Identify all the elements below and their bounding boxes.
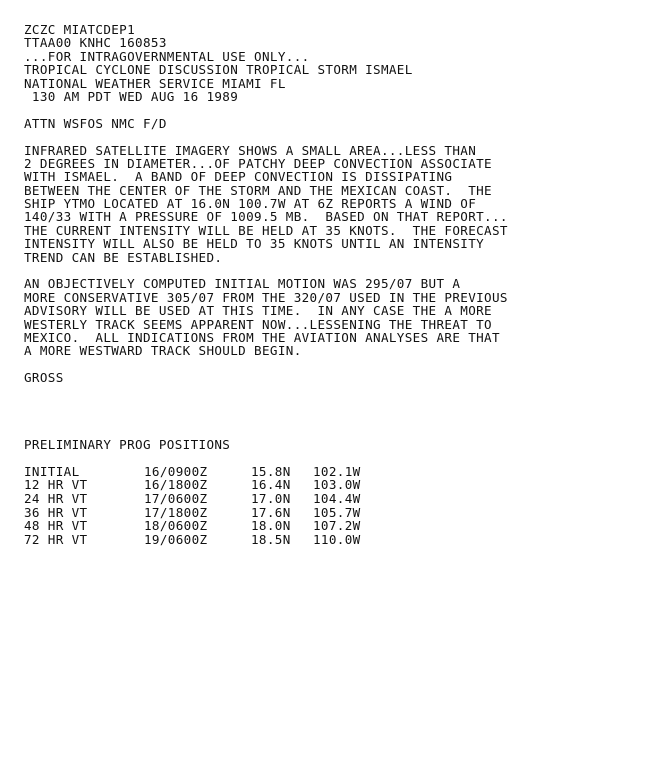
forecast-latitude: 18.0N xyxy=(251,518,291,534)
header-line: TROPICAL CYCLONE DISCUSSION TROPICAL STORM ISMAEL xyxy=(24,62,413,78)
text-line: SHIP YTMO LOCATED AT 16.0N 100.7W AT 6Z REPORTS A WIND OF xyxy=(24,196,477,212)
text-line: AN OBJECTIVELY COMPUTED INITIAL MOTION WAS 295/07 BUT A xyxy=(24,276,461,292)
spacer xyxy=(24,425,654,438)
forecast-latitude: 15.8N xyxy=(251,463,291,479)
header-line: ...FOR INTRAGOVERNMENTAL USE ONLY... xyxy=(24,48,310,64)
paragraph-motion xyxy=(24,277,654,357)
forecast-time: 19/0600Z xyxy=(144,532,208,548)
forecast-label: 24 HR VT xyxy=(24,491,88,507)
text-line: A MORE WESTWARD TRACK SHOULD BEGIN. xyxy=(24,343,302,359)
text-line: INFRARED SATELLITE IMAGERY SHOWS A SMALL AREA...LESS THAN xyxy=(24,142,477,158)
forecast-longitude: 107.2W xyxy=(313,518,361,534)
table-row xyxy=(24,506,393,520)
forecast-longitude: 110.0W xyxy=(313,532,361,548)
forecast-latitude: 16.4N xyxy=(251,477,291,493)
header-line: NATIONAL WEATHER SERVICE MIAMI FL xyxy=(24,75,286,91)
text-line: ADVISORY WILL BE USED AT THIS TIME. IN ANY CASE THE A MORE xyxy=(24,303,492,319)
forecast-label: INITIAL xyxy=(24,463,80,479)
forecast-label: 72 HR VT xyxy=(24,532,88,548)
text-line: TREND CAN BE ESTABLISHED. xyxy=(24,249,223,265)
spacer xyxy=(24,103,654,116)
attn-line: ATTN WSFOS NMC F/D xyxy=(24,115,167,131)
prog-positions-table xyxy=(24,465,393,547)
discussion-document xyxy=(24,23,654,547)
table-row xyxy=(24,465,393,479)
forecast-time: 16/0900Z xyxy=(144,463,208,479)
text-line: THE CURRENT INTENSITY WILL BE HELD AT 35 KNOTS. THE FORECAST xyxy=(24,222,508,238)
table-row xyxy=(24,492,393,506)
text-line: 2 DEGREES IN DIAMETER...OF PATCHY DEEP CONVECTION ASSOCIATE xyxy=(24,155,492,171)
spacer xyxy=(24,385,654,425)
spacer xyxy=(24,358,654,371)
prog-title: PRELIMINARY PROG POSITIONS xyxy=(24,436,231,452)
header-line: 130 AM PDT WED AUG 16 1989 xyxy=(24,88,239,104)
forecast-longitude: 103.0W xyxy=(313,477,361,493)
spacer xyxy=(24,130,654,143)
text-line: WITH ISMAEL. A BAND OF DEEP CONVECTION IS DISSIPATING xyxy=(24,169,453,185)
forecast-longitude: 105.7W xyxy=(313,504,361,520)
text-line: MEXICO. ALL INDICATIONS FROM THE AVIATION ANALYSES ARE THAT xyxy=(24,329,500,345)
text-line: BETWEEN THE CENTER OF THE STORM AND THE MEXICAN COAST. THE xyxy=(24,182,492,198)
forecast-latitude: 17.6N xyxy=(251,504,291,520)
forecast-label: 48 HR VT xyxy=(24,518,88,534)
forecast-label: 12 HR VT xyxy=(24,477,88,493)
forecast-latitude: 17.0N xyxy=(251,491,291,507)
paragraph-intensity xyxy=(24,144,654,265)
text-line: 140/33 WITH A PRESSURE OF 1009.5 MB. BASED ON THAT REPORT... xyxy=(24,209,508,225)
table-row xyxy=(24,478,393,492)
text-line: MORE CONSERVATIVE 305/07 FROM THE 320/07 USED IN THE PREVIOUS xyxy=(24,289,508,305)
forecast-longitude: 102.1W xyxy=(313,463,361,479)
text-line: WESTERLY TRACK SEEMS APPARENT NOW...LESSENING THE THREAT TO xyxy=(24,316,492,332)
forecast-time: 17/1800Z xyxy=(144,504,208,520)
header-line: ZCZC MIATCDEP1 xyxy=(24,22,136,37)
signature: GROSS xyxy=(24,370,64,386)
spacer xyxy=(24,264,654,277)
header-line: TTAA00 KNHC 160853 xyxy=(24,35,167,51)
header-block xyxy=(24,23,654,103)
text-line: INTENSITY WILL ALSO BE HELD TO 35 KNOTS UNTIL AN INTENSITY xyxy=(24,236,485,252)
table-row xyxy=(24,533,393,547)
forecast-label: 36 HR VT xyxy=(24,504,88,520)
forecast-time: 16/1800Z xyxy=(144,477,208,493)
forecast-time: 17/0600Z xyxy=(144,491,208,507)
forecast-latitude: 18.5N xyxy=(251,532,291,548)
table-row xyxy=(24,519,393,533)
forecast-longitude: 104.4W xyxy=(313,491,361,507)
forecast-time: 18/0600Z xyxy=(144,518,208,534)
